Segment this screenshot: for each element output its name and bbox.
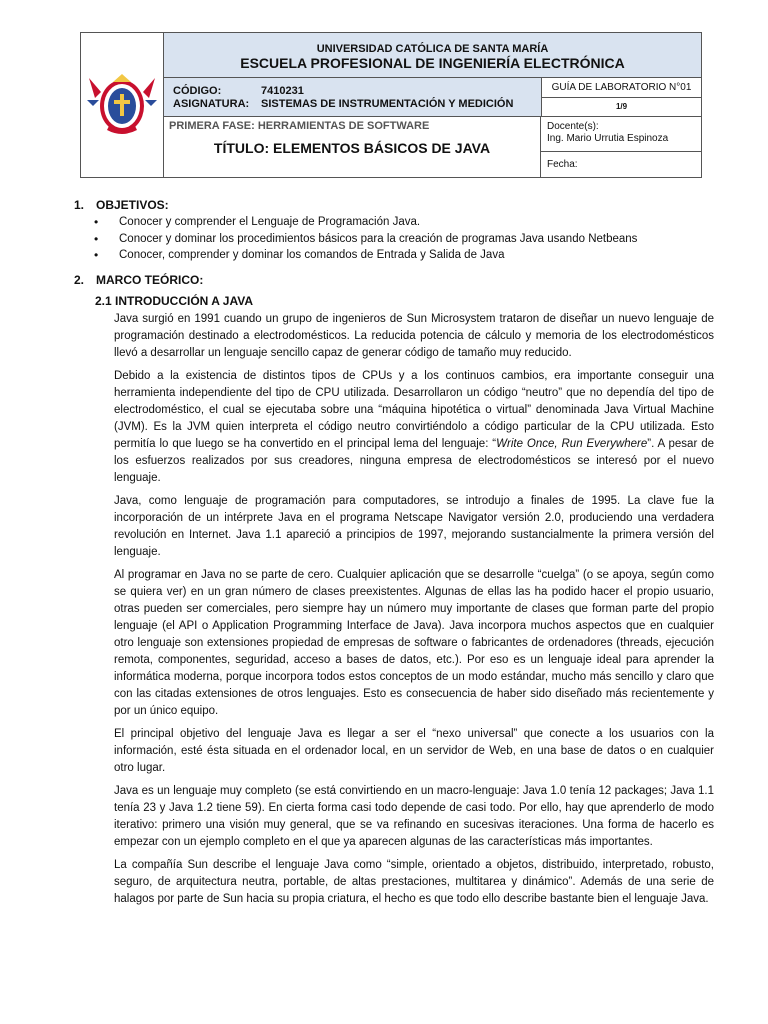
guide-box (541, 78, 701, 116)
list-item: • Conocer y comprender el Lenguaje de Programación Java. (94, 214, 714, 231)
university-logo (81, 33, 164, 177)
course-info-box (164, 78, 541, 116)
section-number: 2. (74, 272, 85, 287)
page-number: 1/9 (615, 102, 628, 111)
objectives-list (94, 214, 714, 264)
paragraph: Java surgió en 1991 cuando un grupo de ingenieros de Sun Microsystem trataron de diseñar un nuevo lenguaje de programación destinado a electrodomésticos. La reducida potencia de cálculo y memoria de los electrodomésticos llevó a desarrollar un lenguaje sencillo capaz de generar código de tamaño muy reducido. (114, 312, 714, 359)
list-item: • Conocer, comprender y dominar los comandos de Entrada y Salida de Java (94, 247, 714, 264)
section-marco-heading (74, 273, 714, 287)
paragraph-text: ”. A pesar de los esfuerzos realizados por sus creadores, ninguna empresa de electrodomésticos se interesó por el nuevo lenguaje. (114, 437, 714, 484)
codigo-value: 7410231 (261, 85, 304, 97)
section-title: MARCO TEÓRICO: (96, 272, 204, 287)
list-item: • Conocer y dominar los procedimientos básicos para la creación de programas Java usando Netbeans (94, 231, 714, 248)
document-title: TÍTULO: ELEMENTOS BÁSICOS DE JAVA (213, 140, 491, 156)
section-title: OBJETIVOS: (96, 198, 169, 212)
coat-of-arms-icon (87, 70, 157, 140)
paragraph (114, 368, 714, 487)
subsection-heading: 2.1 INTRODUCCIÓN A JAVA (95, 293, 254, 308)
fecha-label: Fecha: (547, 159, 578, 170)
university-name: UNIVERSIDAD CATÓLICA DE SANTA MARÍA (316, 43, 549, 55)
docente-box (541, 116, 701, 152)
docente-name: Ing. Mario Urrutia Espinoza (547, 133, 669, 144)
university-banner (164, 33, 701, 78)
fecha-box (541, 152, 701, 177)
paragraph: Java es un lenguaje muy completo (se está convirtiendo en un macro-lenguaje: Java 1.0 tenía 12 packages; Java 1.1 tenía 23 y Java 1.2 tiene 59). En cierta forma casi todo depende de casi todo. Por ello, hay que aprenderlo de modo iterativo: primero una visión muy general, que se va refinando en sucesivas iteraciones. Una forma de hacerlo es empezar con un ejemplo completo en el que ya aparecen algunas de las características más importantes. (114, 784, 714, 848)
section-objetivos-heading (74, 198, 714, 212)
guide-number: GUÍA DE LABORATORIO N°01 (542, 78, 701, 98)
paragraph: Java, como lenguaje de programación para computadores, se introdujo a finales de 1995. La clave fue la incorporación de un intérprete Java en el programa Netscape Navigator versión 2.0, produciendo una verdadera revolución en Internet. Java 1.1 apareció a principios de 1997, mejorando sustancialmente la primera versión del lenguaje. (114, 494, 714, 558)
paragraph-text: Debido a la existencia de distintos tipos de CPUs y a los continuos cambios, era importante conseguir una herramienta independiente del tipo de CPU utilizada. Desarrollaron un código “neutro” que no dependía del tipo de electrodoméstico, el cual se ejecutaba sobre una “máquina hipotética o virtual” denominada Java Virtual Machine (JVM). Es la JVM quien interpreta el código neutro convirtiéndolo a código particular de la CPU utilizada. Esto permitía lo que luego se ha convertido en el principal lema del lenguaje: “ (114, 369, 714, 450)
document-header (80, 32, 702, 178)
section-number: 1. (74, 198, 85, 212)
docente-label: Docente(s): (547, 121, 599, 132)
asignatura-label: ASIGNATURA: (173, 98, 250, 110)
paragraph: La compañía Sun describe el lenguaje Java como “simple, orientado a objetos, distribuido, interpretado, robusto, seguro, de arquitectura neutra, portable, de altas prestaciones, multitarea y dinámico”. Además de una serie de halagos por parte de Sun hacia su propia criatura, el hecho es que todo ello describe bastante bien el lenguaje Java. (114, 858, 714, 905)
paragraph: Al programar en Java no se parte de cero. Cualquier aplicación que se desarrolle “cuelga” (o se apoya, según como se quiera ver) en un gran número de clases preexistentes. Algunas de ellas las ha podido hacer el propio usuario, otras pueden ser comerciales, pero siempre hay un número muy importante de clases que forman parte del propio lenguaje (el API o Application Programming Interface de Java). Java incorpora muchos aspectos que en cualquier otro lenguaje son extensiones propiedad de empresas de software o fabricantes de ordenadores (threads, ejecución remota, componentes, seguridad, acceso a bases de datos, etc.). Por eso es un lenguaje ideal para aprender la informática moderna, porque incorpora todos estos conceptos de un modo estándar, mucho más sencillo y claro que con las citadas extensiones de otros lenguajes. Esto es consecuencia de haber sido diseñado más recientemente y por un único equipo. (114, 568, 714, 717)
codigo-label: CÓDIGO: (173, 85, 222, 97)
document-body (74, 198, 714, 914)
paragraph: El principal objetivo del lenguaje Java es llegar a ser el “nexo universal” que conecte a los usuarios con la información, esté ésta situada en el ordenador local, en un servidor de Web, en una base de datos o en cualquier otro lugar. (114, 727, 714, 774)
school-name: ESCUELA PROFESIONAL DE INGENIERÍA ELECTRÓNICA (240, 55, 625, 71)
asignatura-value: SISTEMAS DE INSTRUMENTACIÓN Y MEDICIÓN (261, 98, 514, 110)
motto-text: Write Once, Run Everywhere (496, 437, 648, 450)
title-box (164, 116, 541, 177)
fase-label: PRIMERA FASE: HERRAMIENTAS DE SOFTWARE (169, 120, 430, 132)
